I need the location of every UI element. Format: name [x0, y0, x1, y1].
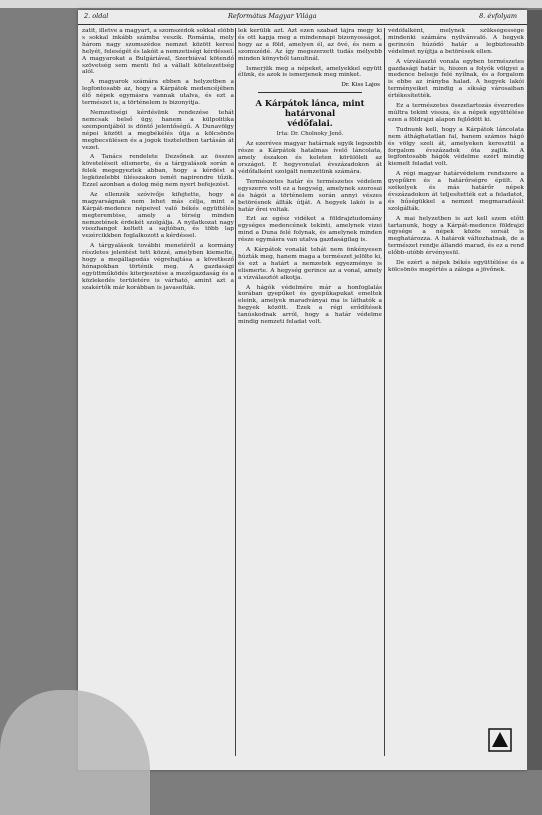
paragraph: A Kárpátok vonalát tehát nem önkényesen húzták meg, hanem maga a természet jelölte ki, és ezt a határt a nemzetek egyezménye is elismerte. A hegység gerince az a vonal, amely a vízválasztót alkotja.: [238, 247, 382, 281]
column-left: [82, 28, 234, 758]
paragraph: Ismerjük meg a népeket, amelyekkel együtt élünk, és azok is ismerjenek meg minket.: [238, 65, 382, 79]
paragraph: A Tanács rendelete Dezsőnek az összes követeléseit elismerte, és a tárgyalások során a felek megegyeztek abban, hogy a kérdést a legközelebbi ülésszakon ismét napirendre tűzik. Ezzel azonban a dolog még nem nyert befejezést.: [82, 154, 234, 189]
paragraph: A hágók védelmére már a honfoglalás korában gyepűket és gyepűkapukat emeltek eleink, amelyek maradványai ma is láthatók a hegyek között. Ezek a régi erődítések tanúskodnak arról, hogy a határ védelme mindig nemzeti feladat volt.: [238, 284, 382, 326]
column-rule: [384, 28, 385, 756]
article-title-line: A Kárpátok lánca, mint határvonal: [255, 98, 365, 119]
paragraph: A magyarok számára ebben a helyzetben a legfontosabb az, hogy a Kárpátok medencéjében élő népek egymásra vannak utalva, és ezt a természet is, a történelem is bizonyítja.: [82, 79, 234, 107]
article-title-line: védőfalai.: [287, 118, 333, 129]
paragraph: Az ellenzék szóvivője kifejtette, hogy a magyarságnak nem lehet más célja, mint a Kárpát-medence népeivel való békés együttélés megteremtése, amely a térség minden nemzetének érdekét szolgálja. A nyilatkozat nagy visszhangot keltett a sajtóban, és több lap vezércikkben foglalkozott a kérdéssel.: [82, 191, 234, 240]
volume-label: 8. évfolyam: [479, 12, 517, 20]
journal-title: Református Magyar Világa: [228, 12, 317, 20]
paragraph: Tudnunk kell, hogy a Kárpátok láncolata nem áthághatatlan fal, hanem számos hágó és völgy szeli át, amelyeken keresztül a forgalom évszázadok óta zajlik. A legfontosabb hágók védelme ezért mindig kiemelt feladat volt.: [388, 126, 524, 168]
paragraph: A tárgyalások további menetéről a kormány részletes jelentést tett közzé, amelyben kiemelte, hogy a megállapodás végrehajtása a következő hónapokban történik meg. A gazdasági együttműködés kiterjesztése a mezőgazdaság és a közlekedés területére is várható, amint azt a szakértők már korábban is javasolták.: [82, 243, 234, 291]
column-rule: [235, 28, 236, 756]
newspaper-page: [78, 10, 527, 770]
page-number-left: 2. oldal: [84, 12, 109, 20]
paragraph: Természetes határ és természetes védelem egyszerre volt ez a hegység, amelynek szorosai és hágói a történelem során annyi vészes betörésnek állták útját. A hegyek lakói is a határ őrei voltak.: [238, 178, 382, 213]
paragraph: A régi magyar határvédelem rendszere a gyepűkre és a határőrségre épült. A székelyek és más határőr népek évszázadokon át teljesítették ezt a feladatot, és hűségükkel a nemzet megmaradását szolgálták.: [388, 171, 524, 212]
paragraph: A mai helyzetben is azt kell szem előtt tartanunk, hogy a Kárpát-medence földrajzi egysége a népek közös sorsát is meghatározza. A határok változhatnak, de a természet rendje állandó marad, és ez a rend előbb-utóbb érvényesül.: [388, 215, 524, 257]
scan-edge: [527, 10, 542, 770]
publisher-mark-icon: [488, 728, 512, 752]
column-middle: [238, 28, 382, 758]
article-title: [242, 98, 378, 128]
article-divider: [258, 92, 362, 93]
column-right: [388, 28, 524, 758]
paragraph: A vízválasztó vonala egyben természetes gazdasági határ is, hiszen a folyók völgyei a medence belseje felé nyílnak, és a forgalom is ebbe az irányba halad. A hegyek lakói terményeiket mindig a síkság városaiban értékesítették.: [388, 58, 524, 100]
paragraph: zatit, illetve a magyart, a szomszédok sokkal előbb s sokkal inkább számba veszik. Románia, mely három nagy szomszédos nemzet között keresi helyét, feleségét és lakóit a nemzetiségi kérdéssel. A magyarokat a Bulgáriával, Szerbiával kötendő szövetség sem menti fel a vállalt kötelezettség alól.: [82, 28, 234, 76]
paragraph: lek kerülik azt. Azt ezen szabad tájra megy ki és ott kapja meg a mindennapi bizonyosságot, hogy az a föld, amelyen él, az övé, és nem a szomszédé. Az így megszerzett tudás mélyebb minden könyvből tanultnál.: [238, 28, 382, 62]
paragraph: Az ezeréves magyar határnak egyik legszebb része a Kárpátok hatalmas ívelő láncolata, amely északon és keleten körülöleli az országot. E hegyvonulat évszázadokon át védőfalként szolgált nemzetünk számára.: [238, 141, 382, 175]
author-signature: Dr. Kiss Lajos: [341, 82, 380, 89]
paragraph: Ezt az egész vidéket a földrajztudomány egységes medencének tekinti, amelynek vizei mind a Duna felé folynak, és amelynek minden része egymásra van utalva gazdaságilag is.: [238, 216, 382, 244]
paragraph: Nemzetiségi kérdésünk rendezése tehát nemcsak belső ügy, hanem a külpolitika szempontjából is döntő jelentőségű. A Dunavölgy népei között a megbékélés útja a kölcsönös megbecsülésen és a jogok tiszteletben tartásán át vezet.: [82, 109, 234, 151]
article-byline: Irta: Dr. Cholnoky Jenő.: [276, 131, 344, 138]
page-header: [78, 10, 527, 25]
paragraph: védőfalként, melynek szükségessége mindenki számára nyilvánvaló. A hegyek gerincén húzódó határ a legbiztosabb védelmet nyújtja a betörések ellen.: [388, 28, 524, 55]
scan-top-band: [0, 0, 542, 8]
paragraph: Ez a természetes összetartozás évezredes múltra tekint vissza, és a népek együttélése ezen a földrajzi alapon fejlődött ki.: [388, 103, 524, 123]
paragraph: De ezért a népek békés együttélése és a kölcsönös megértés a záloga a jövőnek.: [388, 260, 524, 273]
